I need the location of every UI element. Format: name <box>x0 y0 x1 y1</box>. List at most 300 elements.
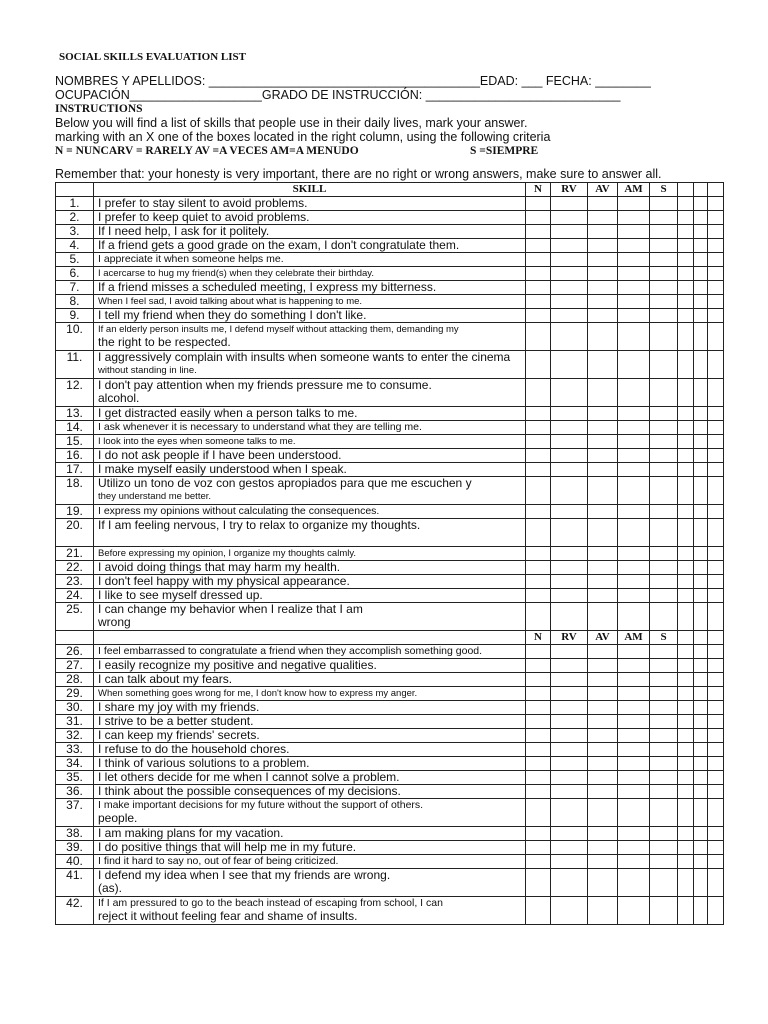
answer-box-av[interactable] <box>588 519 618 547</box>
answer-box-s[interactable] <box>650 407 678 421</box>
extra-box[interactable] <box>694 701 708 715</box>
answer-box-rv[interactable] <box>551 757 588 771</box>
extra-box[interactable] <box>694 463 708 477</box>
extra-box[interactable] <box>678 673 694 687</box>
answer-box-s[interactable] <box>650 561 678 575</box>
answer-box-n[interactable] <box>526 701 551 715</box>
answer-box-am[interactable] <box>618 407 650 421</box>
extra-box[interactable] <box>678 701 694 715</box>
answer-box-av[interactable] <box>588 771 618 785</box>
extra-box[interactable] <box>678 785 694 799</box>
answer-box-s[interactable] <box>650 757 678 771</box>
answer-box-av[interactable] <box>588 225 618 239</box>
answer-box-s[interactable] <box>650 267 678 281</box>
extra-box[interactable] <box>694 197 708 211</box>
extra-box[interactable] <box>694 673 708 687</box>
answer-box-rv[interactable] <box>551 673 588 687</box>
answer-box-n[interactable] <box>526 743 551 757</box>
answer-box-n[interactable] <box>526 547 551 561</box>
answer-box-am[interactable] <box>618 421 650 435</box>
answer-box-rv[interactable] <box>551 225 588 239</box>
extra-box[interactable] <box>694 379 708 407</box>
extra-box[interactable] <box>708 589 724 603</box>
answer-box-n[interactable] <box>526 715 551 729</box>
extra-box[interactable] <box>678 253 694 267</box>
answer-box-am[interactable] <box>618 449 650 463</box>
answer-box-rv[interactable] <box>551 827 588 841</box>
answer-box-av[interactable] <box>588 701 618 715</box>
answer-box-n[interactable] <box>526 323 551 351</box>
extra-box[interactable] <box>678 771 694 785</box>
answer-box-av[interactable] <box>588 645 618 659</box>
extra-box[interactable] <box>694 589 708 603</box>
answer-box-am[interactable] <box>618 897 650 925</box>
extra-box[interactable] <box>678 519 694 547</box>
extra-box[interactable] <box>678 687 694 701</box>
extra-box[interactable] <box>708 309 724 323</box>
answer-box-n[interactable] <box>526 673 551 687</box>
answer-box-am[interactable] <box>618 841 650 855</box>
answer-box-n[interactable] <box>526 281 551 295</box>
answer-box-rv[interactable] <box>551 323 588 351</box>
answer-box-n[interactable] <box>526 897 551 925</box>
answer-box-av[interactable] <box>588 449 618 463</box>
answer-box-av[interactable] <box>588 785 618 799</box>
answer-box-s[interactable] <box>650 589 678 603</box>
answer-box-am[interactable] <box>618 561 650 575</box>
answer-box-av[interactable] <box>588 477 618 505</box>
extra-box[interactable] <box>678 295 694 309</box>
answer-box-n[interactable] <box>526 225 551 239</box>
answer-box-s[interactable] <box>650 239 678 253</box>
answer-box-rv[interactable] <box>551 855 588 869</box>
extra-box[interactable] <box>694 421 708 435</box>
extra-box[interactable] <box>708 323 724 351</box>
answer-box-am[interactable] <box>618 379 650 407</box>
extra-box[interactable] <box>678 421 694 435</box>
extra-box[interactable] <box>694 435 708 449</box>
extra-box[interactable] <box>694 897 708 925</box>
answer-box-rv[interactable] <box>551 253 588 267</box>
answer-box-s[interactable] <box>650 855 678 869</box>
extra-box[interactable] <box>708 267 724 281</box>
answer-box-rv[interactable] <box>551 449 588 463</box>
extra-box[interactable] <box>678 547 694 561</box>
extra-box[interactable] <box>678 827 694 841</box>
answer-box-rv[interactable] <box>551 435 588 449</box>
extra-box[interactable] <box>708 855 724 869</box>
answer-box-s[interactable] <box>650 547 678 561</box>
extra-box[interactable] <box>708 757 724 771</box>
extra-box[interactable] <box>708 211 724 225</box>
answer-box-rv[interactable] <box>551 715 588 729</box>
extra-box[interactable] <box>694 519 708 547</box>
answer-box-am[interactable] <box>618 645 650 659</box>
extra-box[interactable] <box>708 351 724 379</box>
answer-box-av[interactable] <box>588 505 618 519</box>
answer-box-n[interactable] <box>526 575 551 589</box>
extra-box[interactable] <box>678 729 694 743</box>
answer-box-s[interactable] <box>650 449 678 463</box>
answer-box-n[interactable] <box>526 421 551 435</box>
extra-box[interactable] <box>678 897 694 925</box>
answer-box-s[interactable] <box>650 463 678 477</box>
answer-box-n[interactable] <box>526 589 551 603</box>
answer-box-rv[interactable] <box>551 295 588 309</box>
extra-box[interactable] <box>678 407 694 421</box>
answer-box-am[interactable] <box>618 589 650 603</box>
answer-box-am[interactable] <box>618 799 650 827</box>
extra-box[interactable] <box>678 239 694 253</box>
answer-box-n[interactable] <box>526 477 551 505</box>
extra-box[interactable] <box>694 645 708 659</box>
answer-box-rv[interactable] <box>551 281 588 295</box>
extra-box[interactable] <box>708 519 724 547</box>
answer-box-rv[interactable] <box>551 309 588 323</box>
extra-box[interactable] <box>678 715 694 729</box>
answer-box-rv[interactable] <box>551 659 588 673</box>
answer-box-n[interactable] <box>526 687 551 701</box>
extra-box[interactable] <box>708 435 724 449</box>
answer-box-s[interactable] <box>650 897 678 925</box>
answer-box-am[interactable] <box>618 659 650 673</box>
answer-box-av[interactable] <box>588 603 618 631</box>
extra-box[interactable] <box>708 575 724 589</box>
extra-box[interactable] <box>708 547 724 561</box>
extra-box[interactable] <box>694 211 708 225</box>
extra-box[interactable] <box>678 561 694 575</box>
extra-box[interactable] <box>694 449 708 463</box>
answer-box-s[interactable] <box>650 841 678 855</box>
extra-box[interactable] <box>678 743 694 757</box>
extra-box[interactable] <box>694 477 708 505</box>
answer-box-am[interactable] <box>618 743 650 757</box>
extra-box[interactable] <box>694 715 708 729</box>
extra-box[interactable] <box>694 603 708 631</box>
answer-box-n[interactable] <box>526 659 551 673</box>
answer-box-s[interactable] <box>650 519 678 547</box>
answer-box-n[interactable] <box>526 253 551 267</box>
answer-box-av[interactable] <box>588 211 618 225</box>
answer-box-am[interactable] <box>618 855 650 869</box>
answer-box-av[interactable] <box>588 379 618 407</box>
extra-box[interactable] <box>708 897 724 925</box>
answer-box-s[interactable] <box>650 421 678 435</box>
answer-box-s[interactable] <box>650 827 678 841</box>
answer-box-s[interactable] <box>650 435 678 449</box>
answer-box-am[interactable] <box>618 505 650 519</box>
extra-box[interactable] <box>694 295 708 309</box>
extra-box[interactable] <box>708 295 724 309</box>
extra-box[interactable] <box>678 211 694 225</box>
extra-box[interactable] <box>678 855 694 869</box>
answer-box-av[interactable] <box>588 295 618 309</box>
extra-box[interactable] <box>694 239 708 253</box>
extra-box[interactable] <box>708 281 724 295</box>
answer-box-rv[interactable] <box>551 743 588 757</box>
answer-box-am[interactable] <box>618 323 650 351</box>
extra-box[interactable] <box>708 827 724 841</box>
answer-box-s[interactable] <box>650 771 678 785</box>
answer-box-n[interactable] <box>526 197 551 211</box>
extra-box[interactable] <box>708 603 724 631</box>
answer-box-am[interactable] <box>618 435 650 449</box>
answer-box-am[interactable] <box>618 309 650 323</box>
extra-box[interactable] <box>694 281 708 295</box>
answer-box-n[interactable] <box>526 239 551 253</box>
extra-box[interactable] <box>678 575 694 589</box>
answer-box-am[interactable] <box>618 281 650 295</box>
answer-box-n[interactable] <box>526 407 551 421</box>
extra-box[interactable] <box>694 267 708 281</box>
answer-box-n[interactable] <box>526 799 551 827</box>
extra-box[interactable] <box>708 197 724 211</box>
answer-box-av[interactable] <box>588 673 618 687</box>
extra-box[interactable] <box>694 225 708 239</box>
answer-box-n[interactable] <box>526 841 551 855</box>
answer-box-n[interactable] <box>526 505 551 519</box>
answer-box-av[interactable] <box>588 239 618 253</box>
answer-box-n[interactable] <box>526 603 551 631</box>
answer-box-rv[interactable] <box>551 575 588 589</box>
answer-box-av[interactable] <box>588 197 618 211</box>
answer-box-n[interactable] <box>526 757 551 771</box>
answer-box-av[interactable] <box>588 267 618 281</box>
extra-box[interactable] <box>708 477 724 505</box>
extra-box[interactable] <box>678 799 694 827</box>
answer-box-am[interactable] <box>618 687 650 701</box>
answer-box-rv[interactable] <box>551 519 588 547</box>
answer-box-av[interactable] <box>588 351 618 379</box>
answer-box-av[interactable] <box>588 421 618 435</box>
answer-box-rv[interactable] <box>551 869 588 897</box>
answer-box-n[interactable] <box>526 771 551 785</box>
answer-box-rv[interactable] <box>551 477 588 505</box>
answer-box-av[interactable] <box>588 715 618 729</box>
answer-box-rv[interactable] <box>551 687 588 701</box>
answer-box-s[interactable] <box>650 701 678 715</box>
answer-box-av[interactable] <box>588 757 618 771</box>
answer-box-s[interactable] <box>650 477 678 505</box>
extra-box[interactable] <box>678 505 694 519</box>
answer-box-n[interactable] <box>526 869 551 897</box>
answer-box-rv[interactable] <box>551 701 588 715</box>
answer-box-n[interactable] <box>526 351 551 379</box>
answer-box-av[interactable] <box>588 309 618 323</box>
answer-box-av[interactable] <box>588 659 618 673</box>
answer-box-av[interactable] <box>588 897 618 925</box>
answer-box-n[interactable] <box>526 519 551 547</box>
extra-box[interactable] <box>678 435 694 449</box>
extra-box[interactable] <box>694 323 708 351</box>
answer-box-n[interactable] <box>526 295 551 309</box>
extra-box[interactable] <box>708 239 724 253</box>
extra-box[interactable] <box>694 757 708 771</box>
answer-box-s[interactable] <box>650 505 678 519</box>
extra-box[interactable] <box>708 729 724 743</box>
answer-box-rv[interactable] <box>551 645 588 659</box>
extra-box[interactable] <box>694 743 708 757</box>
answer-box-am[interactable] <box>618 827 650 841</box>
answer-box-n[interactable] <box>526 463 551 477</box>
answer-box-am[interactable] <box>618 477 650 505</box>
answer-box-av[interactable] <box>588 281 618 295</box>
answer-box-av[interactable] <box>588 463 618 477</box>
answer-box-am[interactable] <box>618 519 650 547</box>
answer-box-av[interactable] <box>588 827 618 841</box>
answer-box-av[interactable] <box>588 253 618 267</box>
extra-box[interactable] <box>708 645 724 659</box>
answer-box-s[interactable] <box>650 673 678 687</box>
extra-box[interactable] <box>678 281 694 295</box>
answer-box-rv[interactable] <box>551 421 588 435</box>
answer-box-s[interactable] <box>650 715 678 729</box>
extra-box[interactable] <box>678 603 694 631</box>
extra-box[interactable] <box>694 505 708 519</box>
extra-box[interactable] <box>708 421 724 435</box>
answer-box-s[interactable] <box>650 743 678 757</box>
answer-box-s[interactable] <box>650 659 678 673</box>
answer-box-av[interactable] <box>588 407 618 421</box>
extra-box[interactable] <box>708 561 724 575</box>
extra-box[interactable] <box>708 785 724 799</box>
extra-box[interactable] <box>678 869 694 897</box>
answer-box-s[interactable] <box>650 281 678 295</box>
extra-box[interactable] <box>708 841 724 855</box>
answer-box-am[interactable] <box>618 603 650 631</box>
answer-box-rv[interactable] <box>551 463 588 477</box>
extra-box[interactable] <box>694 729 708 743</box>
extra-box[interactable] <box>708 449 724 463</box>
extra-box[interactable] <box>678 309 694 323</box>
answer-box-am[interactable] <box>618 267 650 281</box>
extra-box[interactable] <box>678 379 694 407</box>
answer-box-am[interactable] <box>618 771 650 785</box>
extra-box[interactable] <box>708 799 724 827</box>
answer-box-n[interactable] <box>526 449 551 463</box>
answer-box-am[interactable] <box>618 673 650 687</box>
answer-box-am[interactable] <box>618 729 650 743</box>
answer-box-n[interactable] <box>526 855 551 869</box>
answer-box-am[interactable] <box>618 211 650 225</box>
answer-box-s[interactable] <box>650 687 678 701</box>
answer-box-s[interactable] <box>650 645 678 659</box>
extra-box[interactable] <box>678 463 694 477</box>
extra-box[interactable] <box>694 785 708 799</box>
answer-box-av[interactable] <box>588 561 618 575</box>
extra-box[interactable] <box>678 267 694 281</box>
answer-box-s[interactable] <box>650 799 678 827</box>
extra-box[interactable] <box>678 197 694 211</box>
extra-box[interactable] <box>678 645 694 659</box>
extra-box[interactable] <box>708 771 724 785</box>
answer-box-am[interactable] <box>618 869 650 897</box>
extra-box[interactable] <box>694 799 708 827</box>
extra-box[interactable] <box>694 253 708 267</box>
answer-box-s[interactable] <box>650 603 678 631</box>
answer-box-av[interactable] <box>588 575 618 589</box>
answer-box-s[interactable] <box>650 197 678 211</box>
extra-box[interactable] <box>694 827 708 841</box>
extra-box[interactable] <box>708 505 724 519</box>
extra-box[interactable] <box>708 701 724 715</box>
answer-box-n[interactable] <box>526 267 551 281</box>
extra-box[interactable] <box>678 225 694 239</box>
extra-box[interactable] <box>708 379 724 407</box>
extra-box[interactable] <box>708 463 724 477</box>
extra-box[interactable] <box>678 477 694 505</box>
answer-box-n[interactable] <box>526 785 551 799</box>
answer-box-am[interactable] <box>618 757 650 771</box>
answer-box-rv[interactable] <box>551 561 588 575</box>
answer-box-am[interactable] <box>618 715 650 729</box>
answer-box-rv[interactable] <box>551 211 588 225</box>
answer-box-av[interactable] <box>588 799 618 827</box>
extra-box[interactable] <box>694 351 708 379</box>
extra-box[interactable] <box>678 757 694 771</box>
answer-box-rv[interactable] <box>551 505 588 519</box>
extra-box[interactable] <box>708 225 724 239</box>
answer-box-rv[interactable] <box>551 603 588 631</box>
answer-box-rv[interactable] <box>551 589 588 603</box>
extra-box[interactable] <box>708 869 724 897</box>
extra-box[interactable] <box>678 841 694 855</box>
answer-box-av[interactable] <box>588 323 618 351</box>
answer-box-av[interactable] <box>588 435 618 449</box>
answer-box-rv[interactable] <box>551 897 588 925</box>
answer-box-am[interactable] <box>618 295 650 309</box>
answer-box-rv[interactable] <box>551 799 588 827</box>
answer-box-am[interactable] <box>618 225 650 239</box>
answer-box-rv[interactable] <box>551 351 588 379</box>
answer-box-n[interactable] <box>526 729 551 743</box>
extra-box[interactable] <box>678 351 694 379</box>
answer-box-s[interactable] <box>650 729 678 743</box>
answer-box-n[interactable] <box>526 309 551 323</box>
answer-box-av[interactable] <box>588 869 618 897</box>
extra-box[interactable] <box>678 589 694 603</box>
extra-box[interactable] <box>678 659 694 673</box>
answer-box-am[interactable] <box>618 351 650 379</box>
answer-box-rv[interactable] <box>551 841 588 855</box>
extra-box[interactable] <box>678 449 694 463</box>
answer-box-n[interactable] <box>526 379 551 407</box>
answer-box-rv[interactable] <box>551 547 588 561</box>
extra-box[interactable] <box>708 407 724 421</box>
extra-box[interactable] <box>694 407 708 421</box>
answer-box-s[interactable] <box>650 575 678 589</box>
answer-box-s[interactable] <box>650 351 678 379</box>
answer-box-s[interactable] <box>650 785 678 799</box>
answer-box-am[interactable] <box>618 197 650 211</box>
extra-box[interactable] <box>694 855 708 869</box>
extra-box[interactable] <box>678 323 694 351</box>
answer-box-s[interactable] <box>650 323 678 351</box>
answer-box-rv[interactable] <box>551 729 588 743</box>
extra-box[interactable] <box>708 687 724 701</box>
extra-box[interactable] <box>694 687 708 701</box>
answer-box-am[interactable] <box>618 575 650 589</box>
extra-box[interactable] <box>694 547 708 561</box>
extra-box[interactable] <box>694 841 708 855</box>
extra-box[interactable] <box>694 869 708 897</box>
answer-box-am[interactable] <box>618 547 650 561</box>
answer-box-rv[interactable] <box>551 197 588 211</box>
answer-box-am[interactable] <box>618 701 650 715</box>
extra-box[interactable] <box>708 253 724 267</box>
answer-box-n[interactable] <box>526 561 551 575</box>
answer-box-s[interactable] <box>650 869 678 897</box>
